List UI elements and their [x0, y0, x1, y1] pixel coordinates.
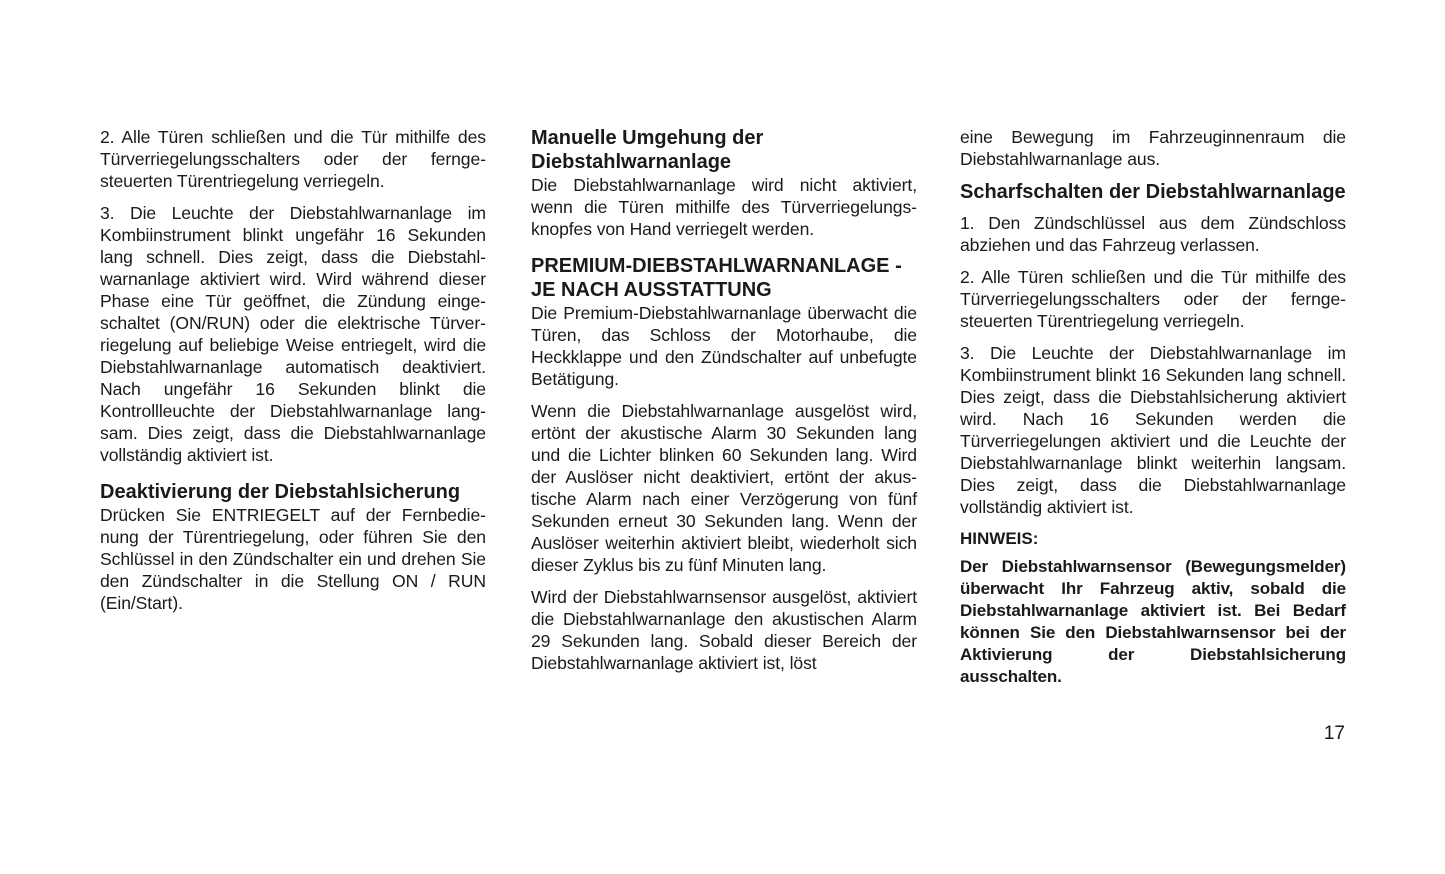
heading-deaktivierung: Deaktivierung der Diebstahlsicherung: [100, 481, 461, 503]
note-text: Der Diebstahlwarnsensor (Bewegungsmelder) überwacht Ihr Fahrzeug aktiv, sobald die Diebstahlwarnanlage aktiviert ist. Bei Bedarf können Sie den Diebstahlwarnsensor bei der Aktivierung der Diebstahlsicherung ausschalten.: [960, 557, 1346, 686]
deaktivierung-paragraph: Drücken Sie ENTRIEGELT auf der Fernbedienung der Türentriegelung, oder führen Sie den Schlüssel in den Zündschalter ein und drehen Sie den Zündschalter in die Stellung ON / RUN (Ein/Start).: [100, 505, 486, 613]
column-right: [960, 126, 1346, 688]
column-left: [100, 126, 486, 624]
note-label: HINWEIS:: [960, 529, 1039, 548]
scharf-step-3-paragraph: 3. Die Leuchte der Diebstahlwarnanlage im Kombiinstrument blinkt 16 Sekunden lang schnell. Dies zeigt, dass die Diebstahlsicherung aktiviert wird. Nach 16 Sekunden werden die Türverriegelungen aktiviert und die Leuchte der Diebstahlwarnanlage blinkt weiterhin langsam. Dies zeigt, dass die Diebstahlwarnanlage vollständig aktiviert ist.: [960, 343, 1346, 517]
heading-premium-diebstahlwarnanlage: PREMIUM-DIEBSTAHLWARNANLAGE - JE NACH AUSSTATTUNG: [531, 255, 902, 301]
step-3-paragraph: 3. Die Leuchte der Diebstahlwarnanlage im Kombiinstrument blinkt ungefähr 16 Sekunden lang schnell. Dies zeigt, dass die Diebstahlwarnanlage aktiviert wird. Wird während dieser Phase eine Tür geöffnet, die Zündung eingeschaltet (ON/RUN) oder die elektrische Türverriegelung auf beliebige Weise entriegelt, wird die Diebstahlwarnanlage automatisch deaktiviert. Nach ungefähr 16 Sekunden blinkt die Kontrollleuchte der Diebstahlwarnanlage langsam. Dies zeigt, dass die Diebstahlwarnanlage vollständig aktiviert ist.: [100, 203, 486, 465]
manuelle-umgehung-paragraph: Die Diebstahlwarnanlage wird nicht aktiviert, wenn die Türen mithilfe des Türverriegelungsknopfes von Hand verriegelt werden.: [531, 175, 917, 239]
alarm-ausloesung-paragraph: Wenn die Diebstahlwarnanlage ausgelöst wird, ertönt der akustische Alarm 30 Sekunden lang und die Lichter blinken 60 Sekunden lang. Wird der Auslöser nicht deaktiviert, ertönt der akustische Alarm nach einer Verzögerung von fünf Sekunden erneut 30 Sekunden lang. Wenn der Auslöser weiterhin aktiviert bleibt, wiederholt sich dieser Zyklus bis zu fünf Minuten lang.: [531, 401, 917, 575]
heading-manuelle-umgehung: Manuelle Umgehung der Diebstahlwarnanlage: [531, 127, 764, 173]
step-2-paragraph: 2. Alle Türen schließen und die Tür mithilfe des Türverriegelungsschalters oder der ferngesteuerten Türentriegelung verriegeln.: [100, 127, 486, 191]
scharf-step-2-paragraph: 2. Alle Türen schließen und die Tür mithilfe des Türverriegelungsschalters oder der ferngesteuerten Türentriegelung verriegeln.: [960, 267, 1346, 331]
scharf-step-1-paragraph: 1. Den Zündschlüssel aus dem Zündschloss abziehen und das Fahrzeug verlassen.: [960, 213, 1346, 255]
heading-scharfschalten: Scharfschalten der Diebstahlwarnanlage: [960, 181, 1346, 203]
page-number: 17: [1323, 723, 1345, 744]
column-middle: [531, 126, 917, 684]
diebstahlwarnsensor-paragraph: Wird der Diebstahlwarnsensor ausgelöst, aktiviert die Diebstahlwarnanlage den akustischen Alarm 29 Sekunden lang. Sobald dieser Bereich der Diebstahlwarnanlage aktiviert ist, löst: [531, 587, 917, 673]
continuation-paragraph: eine Bewegung im Fahrzeuginnenraum die Diebstahlwarnanlage aus.: [960, 127, 1346, 169]
premium-intro-paragraph: Die Premium-Diebstahlwarnanlage überwacht die Türen, das Schloss der Motorhaube, die Heckklappe und den Zündschalter auf unbefugte Betätigung.: [531, 303, 917, 389]
